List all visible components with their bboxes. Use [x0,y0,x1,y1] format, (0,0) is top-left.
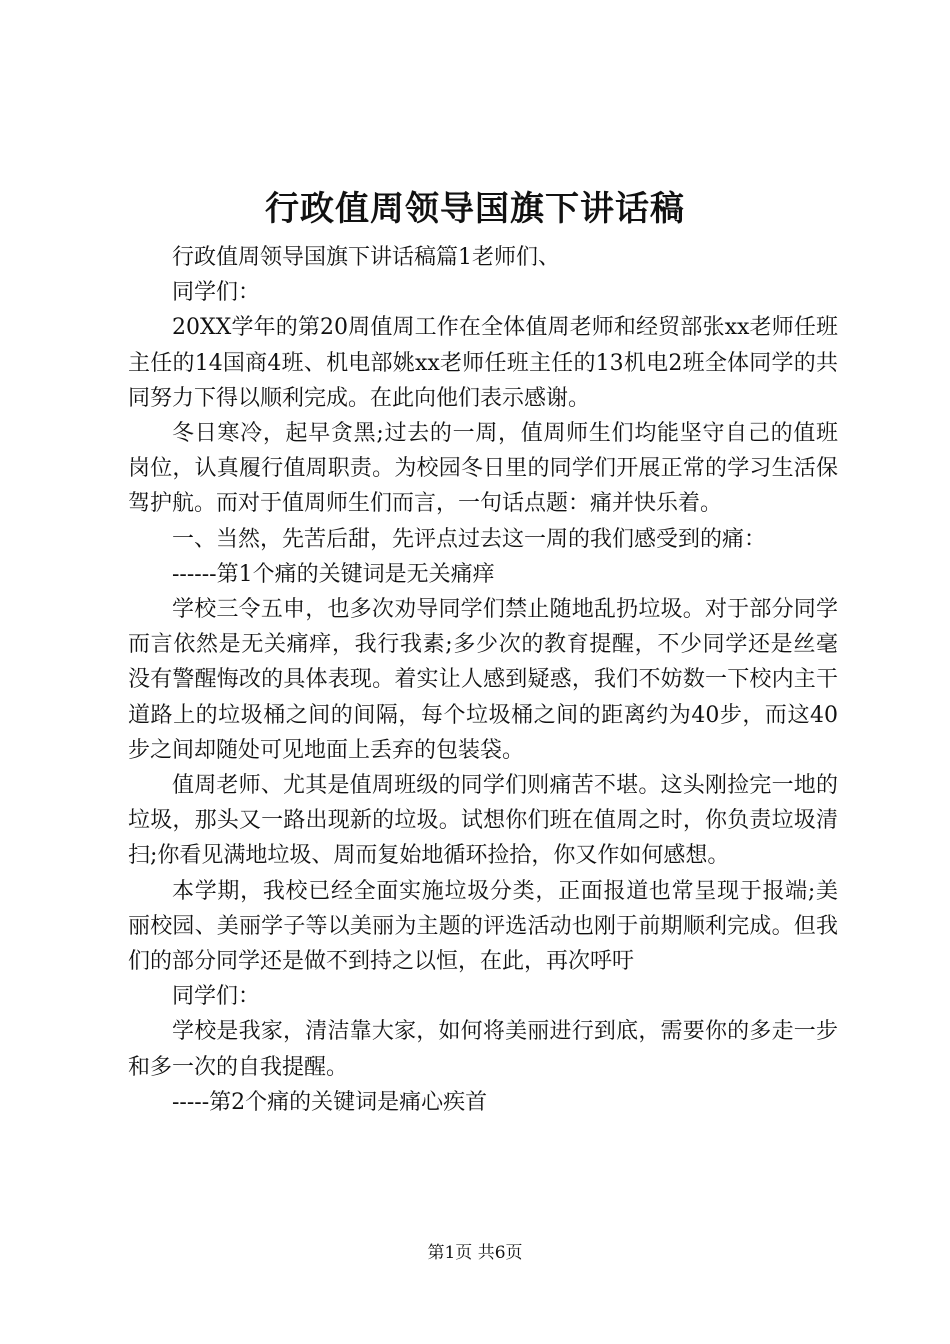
document-title: 行政值周领导国旗下讲话稿 [265,189,685,229]
keyword-heading-2: -----第2个痛的关键词是痛心疾首 [172,1089,488,1115]
paragraph-section-one: 一、当然，先苦后甜，先评点过去这一周的我们感受到的痛： [172,526,767,552]
paragraph-litter: 学校三令五申，也多次劝导同学们禁止随地乱扔垃圾。对于部分同学而言依然是无关痛痒，我行我素;多少次的教育提醒，不少同学还是丝毫没有警醒悔改的具体表现。着实让人感到疑惑，我们不妨数一下校内主干道路上的垃圾桶之间的间隔，每个垃圾桶之间的距离约为40步，而这40步之间却随处可见地面上丢弃的包装袋。 [128,597,838,763]
paragraph-greeting-2: 同学们： [172,984,261,1010]
paragraph-greeting: 同学们： [172,280,261,306]
paragraph-winter: 冬日寒冷，起早贪黑;过去的一周，值周师生们均能坚守自己的值班岗位，认真履行值周职责。为校园冬日里的同学们开展正常的学习生活保驾护航。而对于值周师生们而言，一句话点题：痛并快乐着。 [128,421,838,517]
keyword-heading-1: ------第1个痛的关键词是无关痛痒 [172,561,495,587]
page-footer: 第1页 共6页 [427,1243,523,1263]
paragraph-school-home: 学校是我家，清洁靠大家，如何将美丽进行到底，需要你的多走一步和多一次的自我提醒。 [128,1019,838,1080]
paragraph-duty-teachers: 值周老师、尤其是值周班级的同学们则痛苦不堪。这头刚捡完一地的垃圾，那头又一路出现新的垃圾。试想你们班在值周之时，你负责垃圾清扫;你看见满地垃圾、周而复始地循环捡拾，你又作如何感想。 [128,773,838,869]
paragraph-intro: 行政值周领导国旗下讲话稿篇1老师们、 [172,245,560,270]
paragraph-thanks: 20XX学年的第20周值周工作在全体值周老师和经贸部张xx老师任班主任的14国商4班、机电部姚xx老师任班主任的13机电2班全体同学的共同努力下得以顺利完成。在此向他们表示感谢。 [128,315,838,411]
paragraph-semester: 本学期，我校已经全面实施垃圾分类，正面报道也常呈现于报端;美丽校园、美丽学子等以美丽为主题的评选活动也刚于前期顺利完成。但我们的部分同学还是做不到持之以恒，在此，再次呼吁 [128,878,838,975]
document-body [128,240,838,1120]
